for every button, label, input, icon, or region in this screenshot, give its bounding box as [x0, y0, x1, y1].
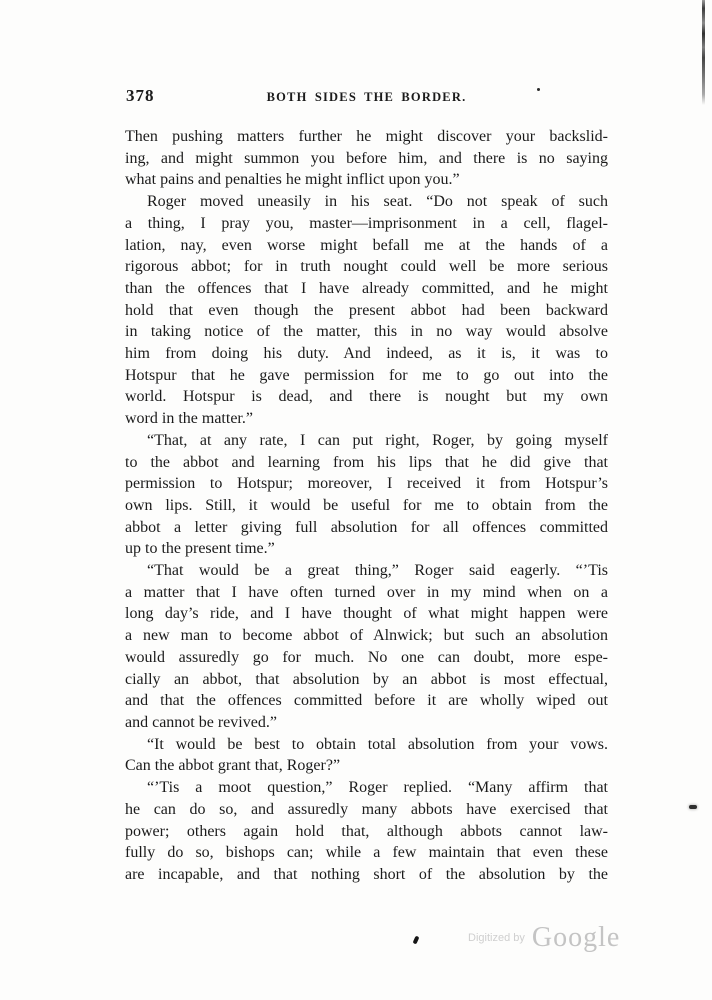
text-line: Then pushing matters further he might discover your backslid-	[125, 128, 608, 145]
digitized-watermark	[468, 922, 620, 954]
text-line: hold that even though the present abbot had been backward	[125, 301, 608, 319]
page-number: 378	[126, 86, 155, 105]
text-line: Hotspur that he gave permission for me to go out into the	[125, 366, 608, 384]
text-line: a new man to become abbot of Alnwick; but such an absolution	[125, 627, 608, 645]
text-line: him from doing his duty. And indeed, as it is, it was to	[125, 345, 608, 363]
google-logo: Google	[531, 922, 621, 953]
watermark-prefix: Digitized by	[468, 932, 525, 944]
scan-edge-scratch	[702, 0, 705, 105]
text-line: Roger moved uneasily in his seat. “Do not speak of such	[147, 193, 608, 211]
text-line: fully do so, bishops can; while a few maintain that even these	[125, 844, 608, 862]
text-line: a matter that I have often turned over in my mind when on a	[125, 583, 608, 601]
ink-dash-mark	[689, 805, 697, 809]
text-line: a thing, I pray you, master—imprisonment in a cell, flagel-	[125, 214, 608, 232]
text-line: lation, nay, even worse might befall me at the hands of a	[125, 236, 608, 254]
text-line: and that the offences committed before it are wholly wiped out	[125, 692, 608, 710]
text-line: rigorous abbot; for in truth nought could well be more serious	[125, 258, 608, 276]
running-header: BOTH SIDES THE BORDER.	[266, 90, 467, 104]
ink-speck-mark	[413, 936, 420, 945]
text-line: would assuredly go for much. No one can doubt, more espe-	[125, 648, 608, 666]
text-line: abbot a letter giving full absolution for all offences committed	[125, 518, 608, 536]
text-line: to the abbot and learning from his lips that he did give that	[125, 453, 608, 471]
text-line: Can the abbot grant that, Roger?”	[125, 757, 341, 775]
text-line: word in the matter.”	[125, 410, 253, 428]
text-line: cially an abbot, that absolution by an abbot is most effectual,	[125, 670, 608, 688]
text-line: what pains and penalties he might inflict upon you.”	[125, 171, 460, 189]
text-line: and cannot be revived.”	[125, 713, 277, 731]
text-line: “That would be a great thing,” Roger said eagerly. “’Tis	[147, 562, 608, 580]
text-line: “It would be best to obtain total absolution from your vows.	[147, 735, 608, 753]
text-line: power; others again hold that, although abbots cannot law-	[125, 822, 608, 840]
text-line: world. Hotspur is dead, and there is nought but my own	[125, 388, 608, 406]
text-line: up to the present time.”	[125, 540, 275, 558]
body-text	[125, 126, 608, 886]
text-line: “That, at any rate, I can put right, Roger, by going myself	[147, 431, 608, 449]
text-line: are incapable, and that nothing short of the absolution by the	[125, 865, 608, 883]
text-line: in taking notice of the matter, this in no way would absolve	[125, 323, 608, 341]
text-line: ing, and might summon you before him, and there is no saying	[125, 149, 608, 167]
text-line: own lips. Still, it would be useful for me to obtain from the	[125, 496, 608, 514]
text-line: than the offences that I have already committed, and he might	[125, 279, 608, 297]
text-line: permission to Hotspur; moreover, I received it from Hotspur’s	[125, 475, 608, 493]
text-line: long day’s ride, and I have thought of what might happen were	[125, 605, 608, 623]
text-line: he can do so, and assuredly many abbots have exercised that	[125, 800, 608, 818]
text-line: “’Tis a moot question,” Roger replied. “Many affirm that	[147, 779, 608, 797]
